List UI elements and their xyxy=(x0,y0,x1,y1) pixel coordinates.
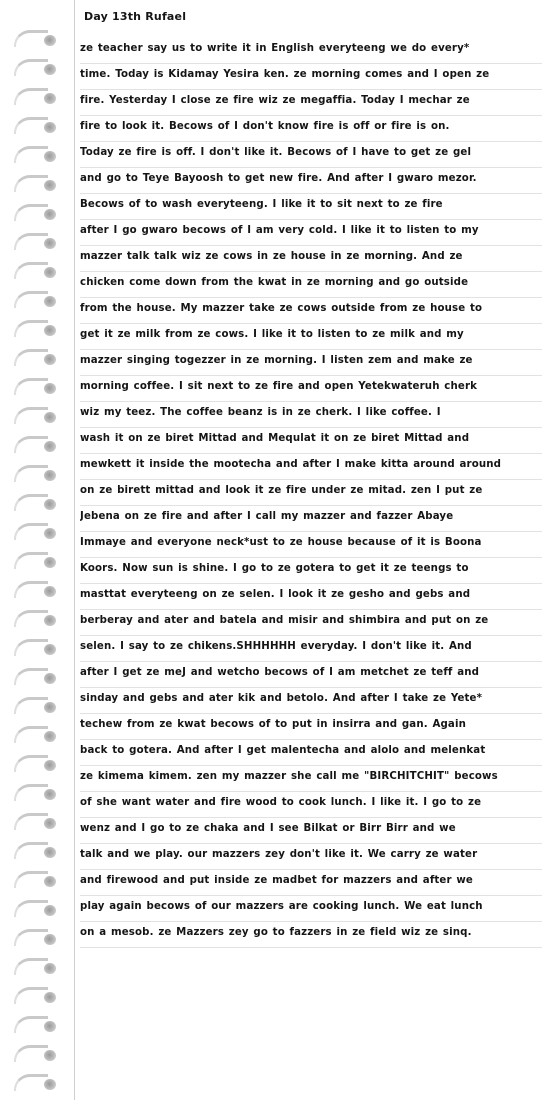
spiral-ring xyxy=(14,695,58,717)
spiral-ring xyxy=(14,869,58,891)
spiral-ring xyxy=(14,231,58,253)
text-line: chicken come down from the kwat in ze morning and go outside xyxy=(80,272,542,298)
spiral-ring xyxy=(14,260,58,282)
text-line: on ze birett mittad and look it ze fire under ze mitad. zen I put ze xyxy=(80,480,542,506)
spiral-ring xyxy=(14,289,58,311)
text-line: selen. I say to ze chikens.SHHHHHH everyday. I don't like it. And xyxy=(80,636,542,662)
text-line: sinday and gebs and ater kik and betolo. And after I take ze Yete* xyxy=(80,688,542,714)
text-line: talk and we play. our mazzers zey don't like it. We carry ze water xyxy=(80,844,542,870)
text-line: mewkett it inside the mootecha and after I make kitta around around xyxy=(80,454,542,480)
text-line: mazzer singing togezzer in ze morning. I listen zem and make ze xyxy=(80,350,542,376)
text-line: and go to Teye Bayoosh to get new fire. And after I gwaro mezor. xyxy=(80,168,542,194)
text-line: Immaye and everyone neck*ust to ze house because of it is Boona xyxy=(80,532,542,558)
spiral-ring xyxy=(14,405,58,427)
spiral-ring xyxy=(14,550,58,572)
text-line: techew from ze kwat becows of to put in insirra and gan. Again xyxy=(80,714,542,740)
text-line: and firewood and put inside ze madbet for mazzers and after we xyxy=(80,870,542,896)
text-line: time. Today is Kidamay Yesira ken. ze morning comes and I open ze xyxy=(80,64,542,90)
spiral-binding xyxy=(0,28,70,1098)
spiral-ring xyxy=(14,811,58,833)
spiral-ring xyxy=(14,347,58,369)
text-line: play again becows of our mazzers are cooking lunch. We eat lunch xyxy=(80,896,542,922)
text-line: ze kimema kimem. zen my mazzer she call me "BIRCHITCHIT" becows xyxy=(80,766,542,792)
spiral-ring xyxy=(14,1072,58,1094)
text-line: after I go gwaro becows of I am very cold. I like it to listen to my xyxy=(80,220,542,246)
spiral-ring xyxy=(14,608,58,630)
spiral-ring xyxy=(14,579,58,601)
margin-line xyxy=(74,0,75,1100)
text-line: get it ze milk from ze cows. I like it to listen to ze milk and my xyxy=(80,324,542,350)
spiral-ring xyxy=(14,318,58,340)
text-line: mazzer talk talk wiz ze cows in ze house in ze morning. And ze xyxy=(80,246,542,272)
text-line: from the house. My mazzer take ze cows outside from ze house to xyxy=(80,298,542,324)
text-line: on a mesob. ze Mazzers zey go to fazzers in ze field wiz ze sinq. xyxy=(80,922,542,948)
spiral-ring xyxy=(14,202,58,224)
spiral-ring xyxy=(14,927,58,949)
entry-date-heading: Day 13th Rufael xyxy=(84,10,187,23)
spiral-ring xyxy=(14,898,58,920)
spiral-ring xyxy=(14,753,58,775)
text-line: Today ze fire is off. I don't like it. Becows of I have to get ze gel xyxy=(80,142,542,168)
spiral-ring xyxy=(14,782,58,804)
text-line: Jebena on ze fire and after I call my mazzer and fazzer Abaye xyxy=(80,506,542,532)
spiral-ring xyxy=(14,376,58,398)
spiral-ring xyxy=(14,144,58,166)
text-line: Becows of to wash everyteeng. I like it to sit next to ze fire xyxy=(80,194,542,220)
spiral-ring xyxy=(14,57,58,79)
text-line: Koors. Now sun is shine. I go to ze gotera to get it ze teengs to xyxy=(80,558,542,584)
spiral-ring xyxy=(14,86,58,108)
spiral-ring xyxy=(14,492,58,514)
text-line: wiz my teez. The coffee beanz is in ze cherk. I like coffee. I xyxy=(80,402,542,428)
text-line: wenz and I go to ze chaka and I see Bilkat or Birr Birr and we xyxy=(80,818,542,844)
spiral-ring xyxy=(14,1014,58,1036)
text-line: back to gotera. And after I get malentecha and alolo and melenkat xyxy=(80,740,542,766)
spiral-ring xyxy=(14,985,58,1007)
text-line: masttat everyteeng on ze selen. I look it ze gesho and gebs and xyxy=(80,584,542,610)
text-line: fire to look it. Becows of I don't know fire is off or fire is on. xyxy=(80,116,542,142)
text-line: wash it on ze biret Mittad and Mequlat it on ze biret Mittad and xyxy=(80,428,542,454)
spiral-ring xyxy=(14,434,58,456)
text-line: berberay and ater and batela and misir and shimbira and put on ze xyxy=(80,610,542,636)
text-line: fire. Yesterday I close ze fire wiz ze megaffia. Today I mechar ze xyxy=(80,90,542,116)
spiral-ring xyxy=(14,173,58,195)
text-line: after I get ze meJ and wetcho becows of I am metchet ze teff and xyxy=(80,662,542,688)
spiral-ring xyxy=(14,115,58,137)
entry-body xyxy=(80,38,542,948)
spiral-ring xyxy=(14,1043,58,1065)
spiral-ring xyxy=(14,666,58,688)
text-line: morning coffee. I sit next to ze fire and open Yetekwateruh cherk xyxy=(80,376,542,402)
spiral-ring xyxy=(14,28,58,50)
spiral-ring xyxy=(14,840,58,862)
spiral-ring xyxy=(14,521,58,543)
text-line: of she want water and fire wood to cook lunch. I like it. I go to ze xyxy=(80,792,542,818)
spiral-ring xyxy=(14,637,58,659)
text-line: ze teacher say us to write it in English everyteeng we do every* xyxy=(80,38,542,64)
spiral-ring xyxy=(14,724,58,746)
spiral-ring xyxy=(14,463,58,485)
spiral-ring xyxy=(14,956,58,978)
